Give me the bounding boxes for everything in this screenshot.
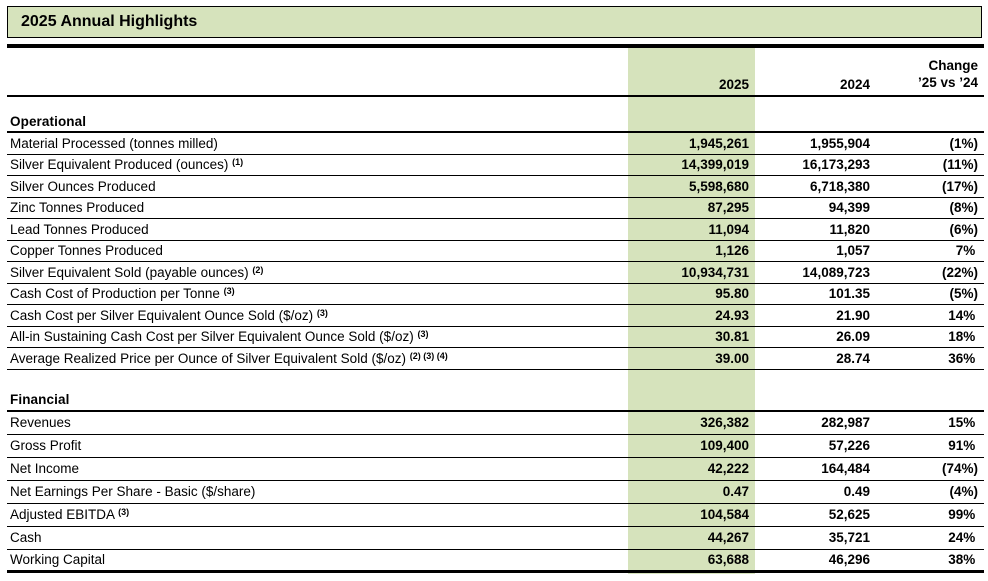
value-change: 14%: [948, 307, 978, 323]
table-row: [7, 527, 984, 550]
value-change: (74%): [941, 461, 978, 476]
value-2024: 1,955,904: [809, 135, 870, 151]
value-2024: 21.90: [836, 307, 870, 323]
table-row: [7, 481, 984, 504]
column-header-2025: 2025: [718, 77, 749, 92]
value-2025: 42,222: [707, 461, 749, 476]
value-change: (11%): [942, 157, 978, 173]
table-row: [7, 458, 984, 481]
table-row: [7, 198, 984, 220]
row-label: Net Earnings Per Share - Basic ($/share): [10, 484, 256, 499]
value-2025: 1,945,261: [688, 135, 749, 151]
value-change: 24%: [948, 530, 978, 545]
section-heading-operational: Operational: [7, 111, 984, 133]
value-2025: 14,399,019: [681, 157, 749, 173]
table-row: [7, 504, 984, 527]
value-2024: 14,089,723: [802, 264, 870, 280]
table-row: [7, 241, 984, 263]
value-change: 38%: [948, 552, 978, 567]
value-change: (22%): [941, 264, 978, 280]
value-2025: 10,934,731: [681, 264, 749, 280]
row-label: Revenues: [10, 415, 71, 430]
value-change: (6%): [949, 221, 978, 237]
row-label: Silver Equivalent Produced (ounces) $^{(1)}$: [10, 157, 244, 173]
row-label: Gross Profit: [10, 438, 82, 453]
row-label: Working Capital: [10, 552, 106, 567]
value-2024: 26.09: [836, 329, 870, 345]
column-header-change-line1: Change: [928, 58, 978, 74]
row-label: Silver Equivalent Sold (payable ounces) $^{(2)}$: [10, 264, 264, 280]
column-header-change-line2: ’25 vs ’24: [917, 75, 978, 91]
value-2025: 63,688: [707, 552, 749, 567]
value-2025: 11,094: [708, 221, 749, 237]
row-label: Zinc Tonnes Produced: [10, 200, 145, 216]
value-2024: 6,718,380: [809, 178, 870, 194]
column-header-2024: 2024: [839, 77, 870, 92]
value-2024: 16,173,293: [802, 157, 870, 173]
value-2024: 94,399: [828, 200, 870, 216]
value-2024: 46,296: [828, 552, 870, 567]
value-2025: 95.80: [715, 286, 749, 302]
row-label: Material Processed (tonnes milled): [10, 135, 218, 151]
footnote-ref: (3): [118, 507, 130, 517]
value-2025: 1,126: [715, 243, 749, 259]
footnote-ref: (2) (3) (4): [409, 350, 448, 361]
value-2024: 35,721: [828, 530, 870, 545]
page-title: [7, 6, 982, 38]
row-label: Cash: [10, 530, 42, 545]
footnote-ref: (3): [417, 329, 429, 340]
footnote-ref: (3): [223, 286, 235, 297]
table-row: [7, 305, 984, 327]
row-label: Cash Cost of Production per Tonne $^{(3)}$: [10, 286, 235, 302]
value-2024: 11,820: [829, 221, 870, 237]
value-change: (5%): [949, 286, 978, 302]
footnote-ref: (3): [316, 307, 328, 318]
row-label: All-in Sustaining Cash Cost per Silver Equivalent Ounce Sold ($/oz) $^{(3)}$: [10, 329, 429, 345]
value-2024: 0.49: [843, 484, 870, 499]
value-change: (4%): [949, 484, 978, 499]
page-title-text: 2025 Annual Highlights: [21, 13, 198, 30]
row-label: Copper Tonnes Produced: [10, 243, 163, 259]
value-change: 36%: [948, 350, 978, 366]
value-2024: 28.74: [836, 350, 870, 366]
value-change: 91%: [948, 438, 978, 453]
table-row: [7, 219, 984, 241]
row-label: Cash Cost per Silver Equivalent Ounce Sold ($/oz) $^{(3)}$: [10, 307, 328, 323]
spacer: [7, 370, 984, 390]
value-2025: 0.47: [722, 484, 749, 499]
value-2025: 326,382: [700, 415, 749, 430]
table-row: [7, 133, 984, 155]
value-2024: 57,226: [828, 438, 870, 453]
value-2025: 109,400: [700, 438, 749, 453]
table-row: [7, 550, 984, 573]
value-change: (1%): [949, 135, 978, 151]
footnote-ref: (1): [232, 157, 244, 168]
table-row: [7, 327, 984, 349]
table-row: [7, 284, 984, 306]
table-row: [7, 348, 984, 370]
value-change: (8%): [949, 200, 978, 216]
value-2024: 101.35: [828, 286, 870, 302]
table-row: [7, 435, 984, 458]
value-change: 7%: [955, 243, 978, 259]
value-2025: 87,295: [707, 200, 749, 216]
value-2024: 1,057: [836, 243, 870, 259]
value-2025: 30.81: [715, 329, 749, 345]
value-2024: 282,987: [821, 415, 870, 430]
value-2025: 24.93: [715, 307, 749, 323]
table-column-headers: [7, 48, 984, 97]
value-change: 15%: [948, 415, 978, 430]
value-2025: 5,598,680: [688, 178, 749, 194]
value-change: 99%: [948, 507, 978, 522]
value-change: 18%: [948, 329, 978, 345]
value-2025: 44,267: [707, 530, 749, 545]
value-change: (17%): [941, 178, 978, 194]
value-2025: 39.00: [715, 350, 749, 366]
section-heading-financial: Financial: [7, 390, 984, 412]
table-row: [7, 176, 984, 198]
table-row: [7, 412, 984, 435]
row-label: Adjusted EBITDA $^{(3)}$: [10, 507, 130, 522]
row-label: Net Income: [10, 461, 80, 476]
value-2025: 104,584: [700, 507, 749, 522]
row-label: Silver Ounces Produced: [10, 178, 156, 194]
row-label: Average Realized Price per Ounce of Silver Equivalent Sold ($/oz) $^{(2) (3) (4)}$: [10, 350, 448, 366]
value-2024: 164,484: [821, 461, 870, 476]
value-2024: 52,625: [828, 507, 870, 522]
spacer: [7, 97, 984, 111]
highlights-table: [7, 48, 984, 573]
column-header-change: [874, 58, 984, 92]
table-row: [7, 155, 984, 177]
row-label: Lead Tonnes Produced: [10, 221, 149, 237]
footnote-ref: (2): [252, 264, 264, 275]
table-row: [7, 262, 984, 284]
